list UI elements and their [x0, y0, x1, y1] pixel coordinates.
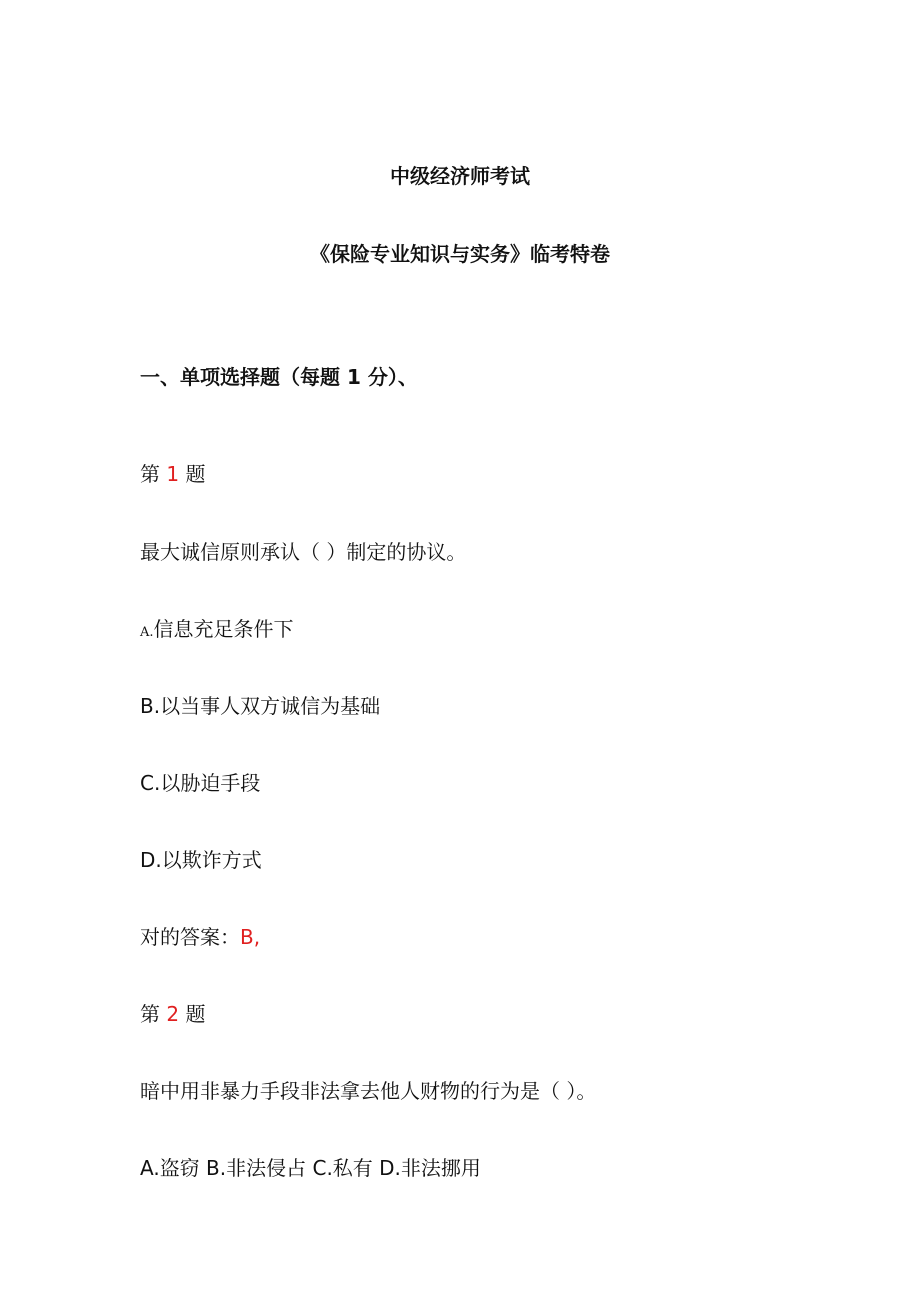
section-heading: 一、单项选择题（每题 1 分）、 — [140, 365, 418, 389]
question-prefix: 第 — [140, 462, 160, 486]
question-2-number — [140, 1000, 205, 1028]
answer-value: B, — [240, 925, 261, 949]
question-prefix: 第 — [140, 1002, 160, 1026]
question-1-option-d: D.以欺诈方式 — [140, 848, 262, 872]
question-1-text: 最大诚信原则承认（ ）制定的协议。 — [140, 540, 467, 564]
question-number: 1 — [166, 462, 180, 486]
question-number: 2 — [166, 1002, 180, 1026]
question-1-option-c: C.以胁迫手段 — [140, 771, 261, 795]
question-suffix: 题 — [185, 1002, 206, 1026]
question-1-answer — [140, 923, 260, 951]
exam-subtitle: 《保险专业知识与实务》临考特卷 — [310, 242, 610, 266]
question-2-options: A.盗窃 B.非法侵占 C.私有 D.非法挪用 — [140, 1156, 481, 1180]
question-1-number — [140, 460, 205, 488]
option-a-text: 信息充足条件下 — [153, 617, 294, 641]
exam-title: 中级经济师考试 — [390, 164, 530, 188]
question-1-option-b: B.以当事人双方诚信为基础 — [140, 694, 381, 718]
question-suffix: 题 — [185, 462, 206, 486]
question-2-text: 暗中用非暴力手段非法拿去他人财物的行为是（ ）。 — [140, 1079, 597, 1103]
answer-label: 对的答案： — [140, 925, 240, 949]
option-a-label: A. — [140, 625, 154, 640]
question-1-option-a — [140, 615, 294, 647]
